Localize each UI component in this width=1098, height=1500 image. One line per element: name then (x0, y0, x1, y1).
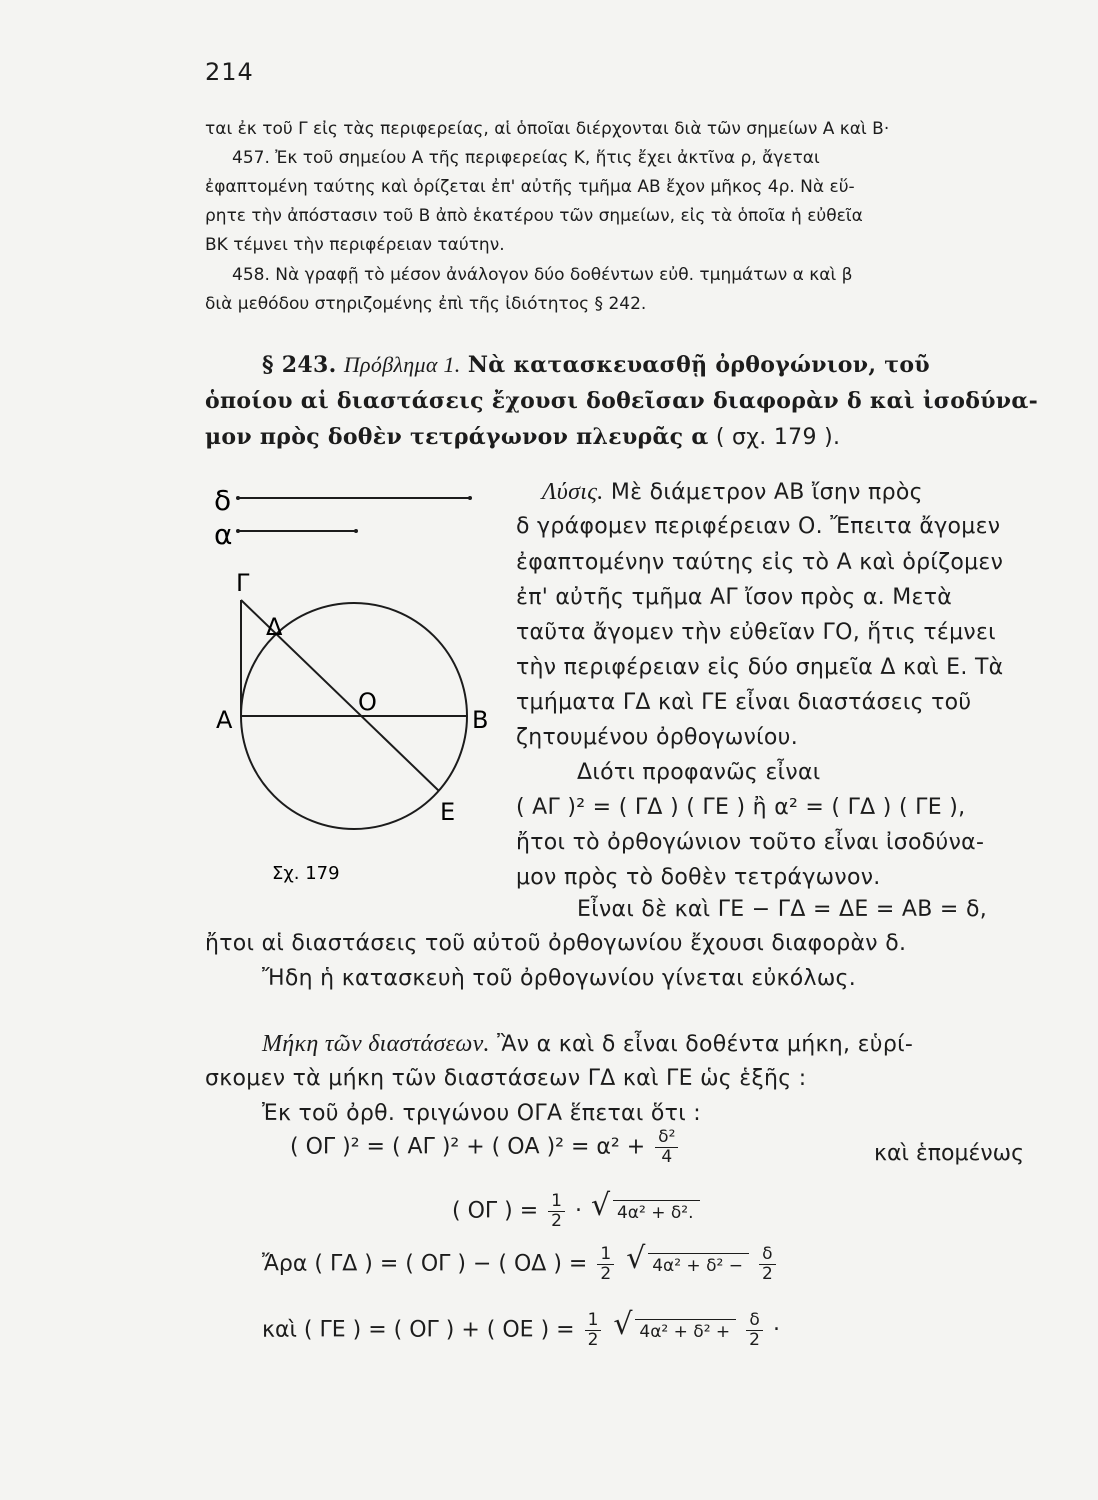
fraction-numerator: 1 (585, 1311, 602, 1331)
point-label-b: Β (472, 706, 489, 734)
fraction (655, 1128, 678, 1167)
problem-text: μον πρὸς δοθὲν τετράγωνον πλευρᾶς α (205, 424, 709, 450)
solution-line: ἐπ' αὐτῆς τμῆμα ΑΓ ἴσον πρὸς α. Μετὰ (516, 585, 953, 610)
problem-heading-line2: ὁποίου αἱ διαστάσεις ἔχουσι δοθεῖσαν διαφορὰν δ καὶ ἰσοδύνα- (205, 388, 1039, 414)
fraction-numerator: δ (759, 1245, 776, 1265)
text-line: ρητε τὴν ἀπόστασιν τοῦ Β ἀπὸ ἑκατέρου τῶν σημείων, εἰς τὰ ὁποῖα ἡ εὐθεῖα (205, 206, 863, 226)
solution-line: τμήματα ΓΔ καὶ ΓΕ εἶναι διαστάσεις τοῦ (516, 690, 972, 715)
text-line: διὰ μεθόδου στηριζομένης ἐπὶ τῆς ἰδιότητος § 242. (205, 294, 647, 314)
lengths-line-first (262, 1026, 913, 1063)
text-line: ται ἐκ τοῦ Γ εἰς τὰς περιφερείας, αἱ ὁποῖαι διέρχονται διὰ τῶν σημείων Α καὶ Β· (205, 119, 890, 139)
exercise-458-line: 458. Νὰ γραφῇ τὸ μέσον ἀνάλογον δύο δοθέντων εὐθ. τμημάτων α καὶ β (232, 265, 853, 285)
solution-line-first (542, 474, 923, 511)
fraction-denominator: 2 (761, 1264, 773, 1284)
section-number: § 243. (262, 352, 337, 378)
point-label-delta: Δ (266, 613, 283, 641)
equation-1 (290, 1128, 681, 1167)
figure-label-alpha: α (214, 518, 233, 551)
solution-line: μον πρὸς τὸ δοθὲν τετράγωνον. (516, 865, 881, 890)
radicand: 4α² + δ² + (635, 1319, 736, 1342)
fraction-denominator: 2 (749, 1330, 760, 1350)
fraction-denominator: 2 (551, 1211, 562, 1231)
lengths-text: Ἂν α καὶ δ εἶναι δοθέντα μήκη, εὑρί- (489, 1032, 914, 1057)
equation-text: · (773, 1317, 780, 1343)
fraction-denominator: 2 (600, 1264, 612, 1284)
fraction-denominator: 4 (661, 1147, 673, 1167)
fraction-numerator: δ (746, 1311, 763, 1331)
equation-text: ( ΟΓ )² = ( ΑΓ )² + ( ΟΑ )² = α² + (290, 1134, 646, 1160)
solution-line: ἤτοι τὸ ὀρθογώνιον τοῦτο εἶναι ἰσοδύνα- (516, 830, 985, 855)
figure-label-delta: δ (214, 484, 232, 517)
equation-text: καὶ ( ΓΕ ) = ( ΟΓ ) + ( ΟΕ ) = (262, 1317, 575, 1343)
fraction (597, 1245, 614, 1284)
lengths-label: Μήκη τῶν διαστάσεων. (262, 1031, 490, 1057)
problem-heading-line1 (262, 347, 930, 384)
solution-line: δ γράφομεν περιφέρειαν Ο. Ἔπειτα ἄγομεν (516, 514, 1001, 539)
radicand: 4α² + δ² − (648, 1253, 749, 1276)
square-root (611, 1306, 736, 1342)
figure-179 (200, 478, 520, 888)
equation-3 (262, 1240, 779, 1284)
equation-text: Ἄρα ( ΓΔ ) = ( ΟΓ ) − ( ΟΔ ) = (262, 1251, 588, 1277)
square-root (589, 1187, 700, 1223)
point-label-o: Ο (358, 688, 377, 716)
solution-text: Μὲ διάμετρον ΑΒ ἴσην πρὸς (603, 480, 923, 505)
radical-sign: √ (626, 1240, 646, 1276)
fraction-denominator: 2 (587, 1330, 599, 1350)
problem-label: Πρόβλημα 1. (343, 352, 461, 377)
solution-line: ζητουμένου ὀρθογωνίου. (516, 725, 799, 750)
equation-text: ( ΟΓ ) = (452, 1198, 539, 1224)
radical-sign: √ (613, 1306, 633, 1342)
fraction-numerator: 1 (548, 1192, 565, 1212)
radicand: 4α² + δ². (613, 1200, 700, 1223)
segment-end (468, 496, 472, 500)
lengths-line: σκομεν τὰ μήκη τῶν διαστάσεων ΓΔ καὶ ΓΕ ὡς ἑξῆς : (205, 1066, 807, 1091)
solution-line: Ἤδη ἡ κατασκευὴ τοῦ ὀρθογωνίου γίνεται εὐκόλως. (262, 966, 857, 991)
problem-heading-line3 (205, 419, 840, 456)
problem-text: Νὰ κατασκευασθῇ ὀρθογώνιον, τοῦ (467, 352, 930, 378)
segment-end (354, 529, 358, 533)
figure-reference: ( σχ. 179 ). (708, 425, 841, 450)
lengths-line: Ἐκ τοῦ ὀρθ. τριγώνου ΟΓΑ ἕπεται ὅτι : (262, 1101, 701, 1126)
point-label-e: Ε (440, 798, 456, 826)
page-number: 214 (205, 58, 254, 86)
fraction-numerator: δ² (655, 1128, 678, 1148)
solution-line: τὴν περιφέρειαν εἰς δύο σημεῖα Δ καὶ Ε. Τὰ (516, 655, 1004, 680)
fraction (759, 1245, 776, 1284)
fraction-numerator: 1 (597, 1245, 614, 1265)
equation-4 (262, 1306, 780, 1350)
point-label-gamma: Γ (236, 569, 250, 597)
segment-end (236, 529, 240, 533)
solution-line: ἐφαπτομένην ταύτης εἰς τὸ Α καὶ ὁρίζομεν (516, 550, 1004, 575)
figure-caption: Σχ. 179 (272, 863, 340, 884)
segment-end (236, 496, 240, 500)
point-label-a: Α (216, 706, 233, 734)
text-line: ΒΚ τέμνει τὴν περιφέρειαν ταύτην. (205, 235, 505, 255)
solution-label: Λύσις. (542, 479, 604, 505)
square-root (624, 1240, 749, 1276)
solution-line: ταῦτα ἄγομεν τὴν εὐθεῖαν ΓΟ, ἥτις τέμνει (516, 620, 996, 645)
solution-equation: ( ΑΓ )² = ( ΓΔ ) ( ΓΕ ) ἢ α² = ( ΓΔ ) ( ΓΕ ), (516, 795, 966, 820)
solution-line: Διότι προφανῶς εἶναι (577, 760, 821, 785)
text-line: ἐφαπτομένη ταύτης καὶ ὁρίζεται ἐπ' αὐτῆς τμῆμα ΑΒ ἔχον μῆκος 4ρ. Νὰ εὕ- (205, 177, 855, 197)
equation-text: · (574, 1198, 582, 1224)
solution-line: ἤτοι αἱ διαστάσεις τοῦ αὐτοῦ ὀρθογωνίου ἔχουσι διαφορὰν δ. (205, 931, 907, 956)
fraction (548, 1192, 565, 1231)
radical-sign: √ (590, 1187, 611, 1223)
equation-1-suffix: καὶ ἑπομένως (874, 1141, 1025, 1166)
exercise-457-line: 457. Ἐκ τοῦ σημείου Α τῆς περιφερείας Κ, ἥτις ἔχει ἀκτῖνα ρ, ἄγεται (232, 148, 820, 168)
fraction (585, 1311, 602, 1350)
solution-equation: Εἶναι δὲ καὶ ΓΕ − ΓΔ = ΔΕ = ΑΒ = δ, (577, 897, 988, 922)
equation-2 (452, 1187, 700, 1231)
fraction (746, 1311, 763, 1350)
